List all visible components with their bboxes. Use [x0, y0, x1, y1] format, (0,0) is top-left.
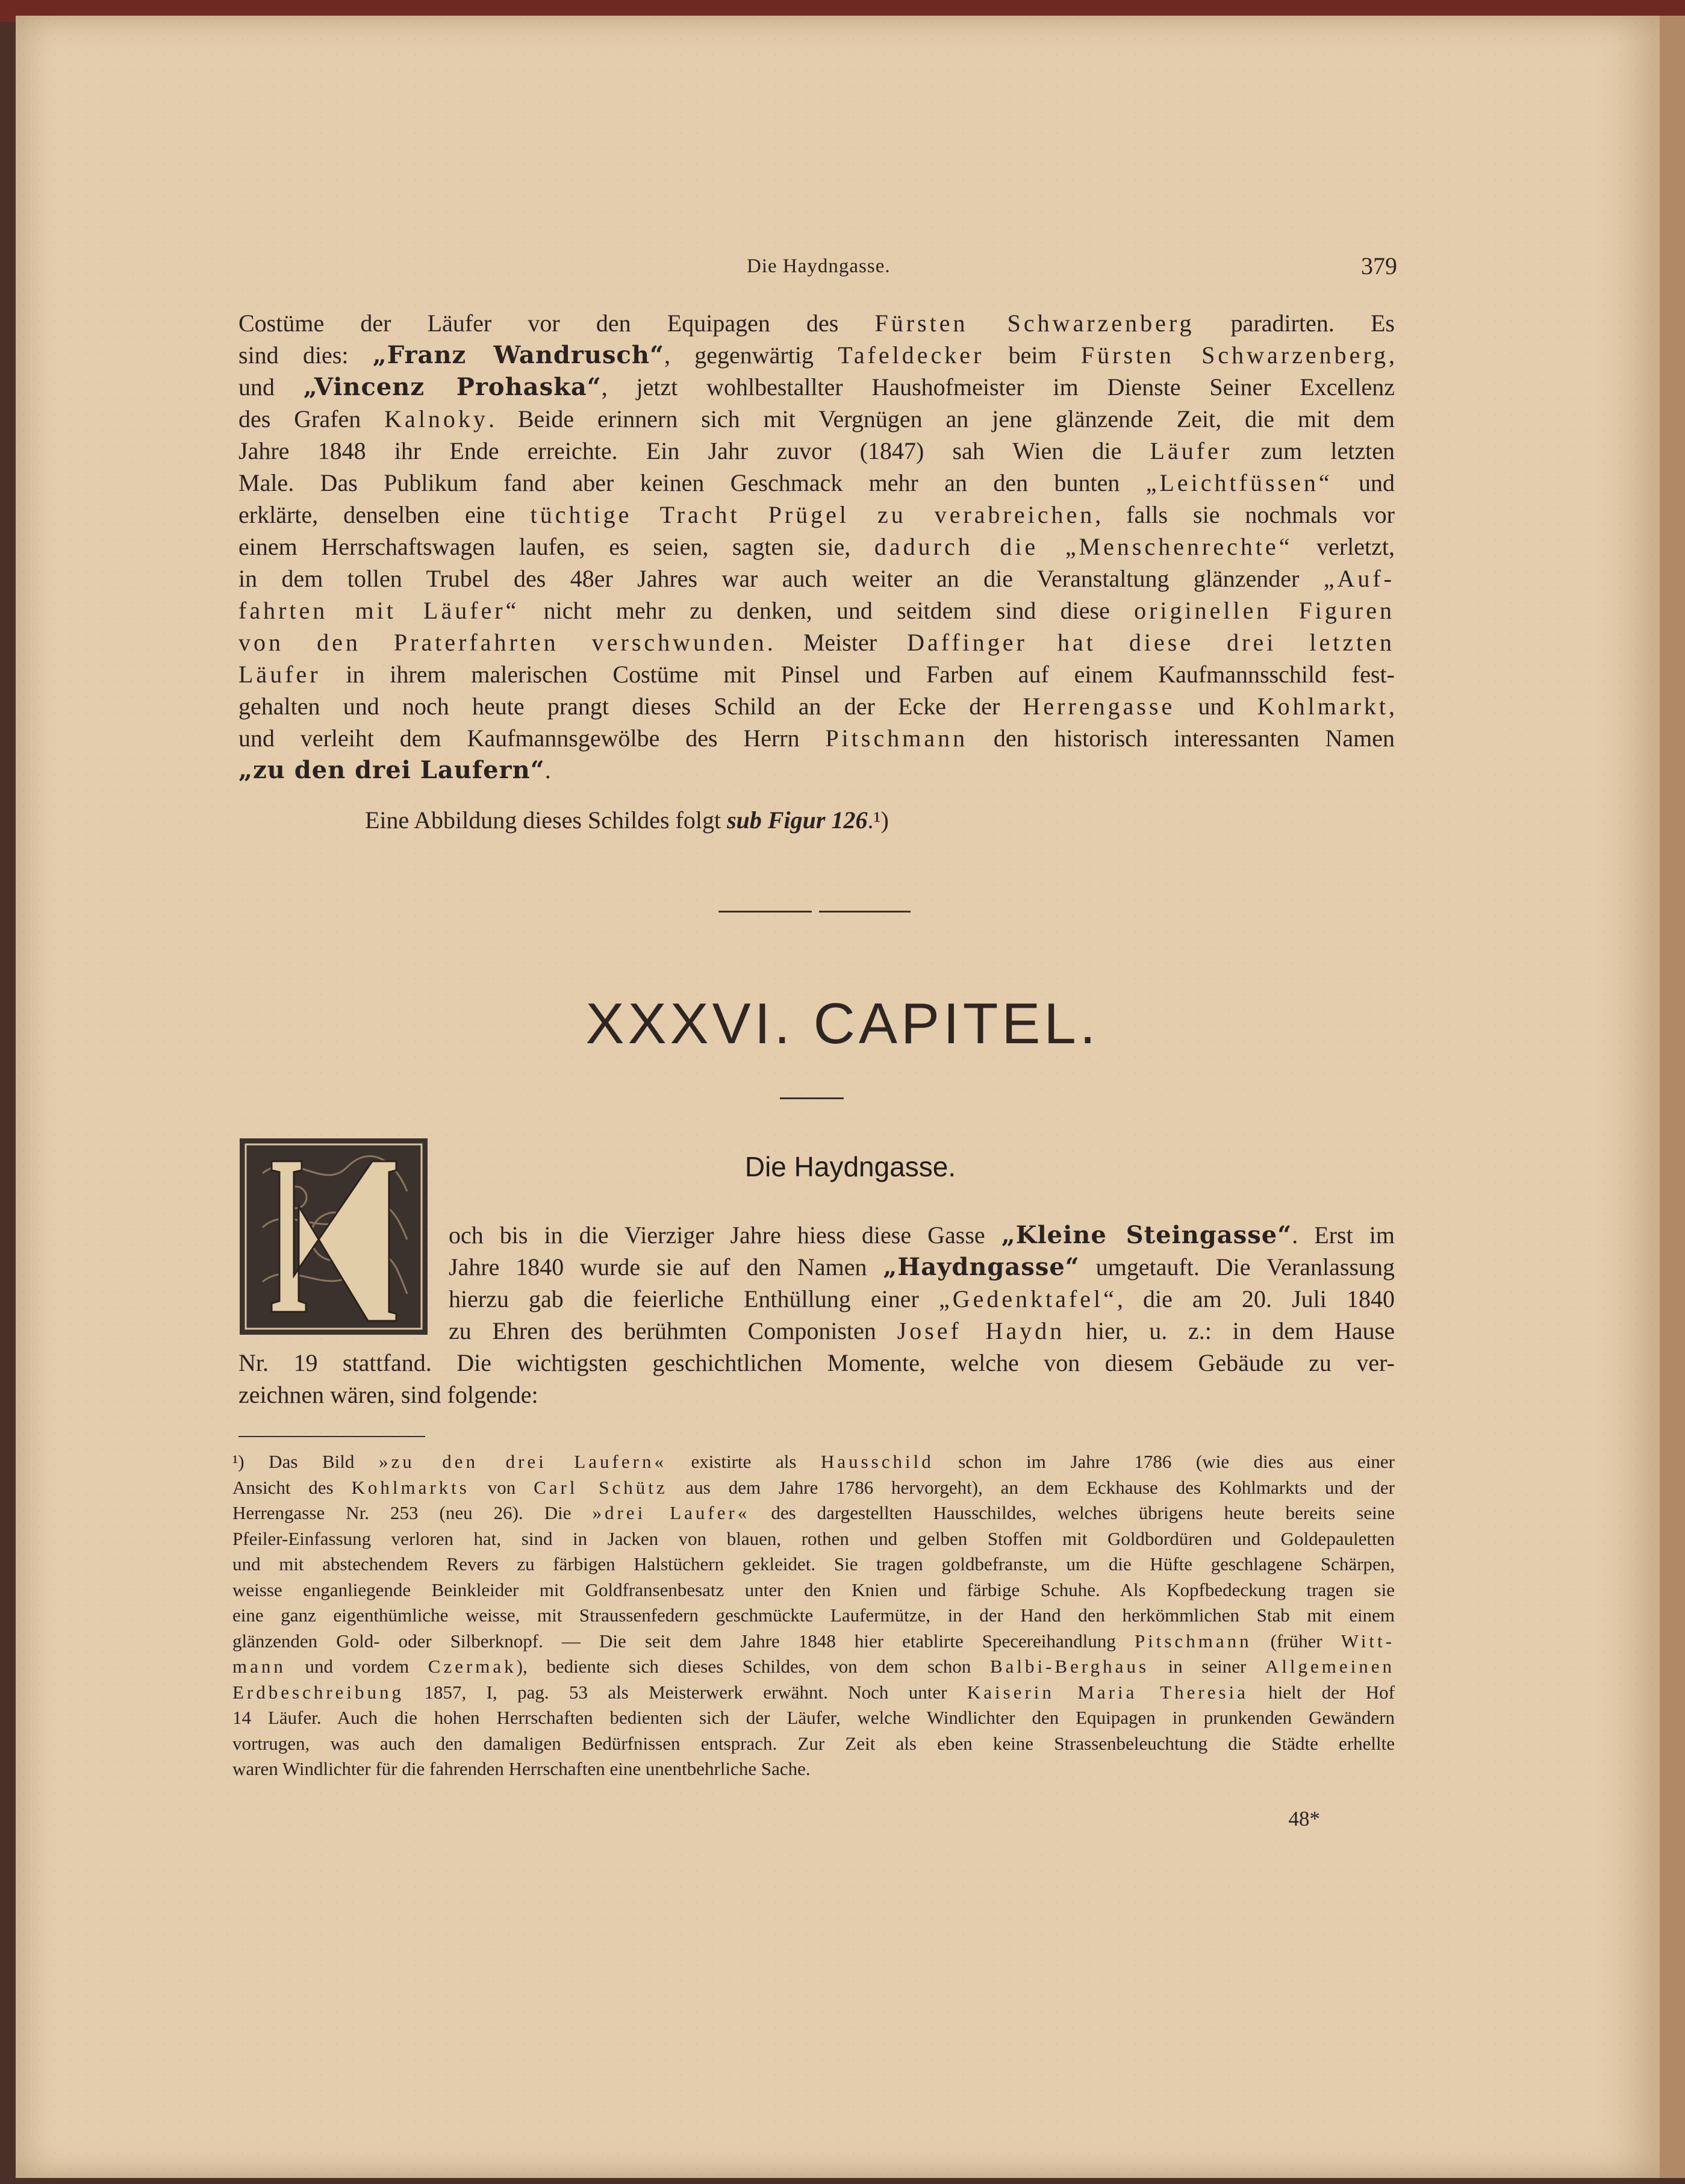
text-run: vortrugen, was auch den damaligen Bedürfnissen entsprach. Zur Zeit als eben keine Strassenbeleuchtung die Städte erhellte: [232, 1732, 1395, 1754]
text-run: hat diese drei letzten: [1057, 629, 1395, 656]
text-run: „Vincenz Prohaska“: [303, 373, 602, 401]
text-line: [232, 1449, 1395, 1475]
text-run: Czermak: [428, 1656, 517, 1677]
text-run: Kalnoky: [384, 405, 488, 432]
text-line: [449, 1315, 1395, 1347]
text-line: [238, 594, 1395, 626]
text-line: [238, 403, 1395, 435]
text-run: gehalten und noch heute prangt dieses Schild an der Ecke der: [238, 693, 1023, 720]
text-run: Erdbeschreibung: [232, 1681, 405, 1703]
text-run: , falls sie nochmals vor: [1095, 501, 1395, 528]
text-line: [238, 754, 1395, 786]
text-run: ,: [1389, 693, 1395, 720]
text-line: [232, 1475, 1395, 1501]
text-run: zu Ehren des berühmten Componisten: [449, 1317, 897, 1344]
text-line: [238, 658, 1395, 690]
paragraph-laeufer: [238, 307, 1395, 786]
text-run: tüchtige Tracht Prügel zu verabreichen: [530, 501, 1095, 528]
text-line: [238, 626, 1395, 658]
text-line: [238, 722, 1395, 754]
text-run: und vordem: [285, 1656, 428, 1677]
text-run: und mit abstechendem Revers zu färbigen Halstüchern gekleidet. Sie tragen goldbefranste, um die Hüfte geschlagene Schärpen,: [232, 1553, 1395, 1574]
signature-mark: 48*: [1288, 1807, 1320, 1830]
text-line: [238, 690, 1395, 722]
text-run: und: [238, 373, 304, 401]
text-run: „Gedenktafel“: [938, 1285, 1117, 1312]
text-run: Hausschild: [820, 1451, 934, 1472]
text-run: sind dies:: [238, 342, 373, 369]
page-number: 379: [1361, 252, 1397, 279]
text-run: Fürsten Schwarzenberg: [874, 310, 1195, 337]
text-run: 1857, I, pag. 53 als Meisterwerk erwähnt. Noch unter: [404, 1681, 967, 1703]
text-line: [232, 1603, 1395, 1629]
text-run: Jahre 1848 ihr Ende erreichte. Ein Jahr zuvor (1847) sah Wien die: [238, 437, 1150, 464]
text-run: 14 Läufer. Auch die hohen Herrschaften bedienten sich der Läufer, welche Windlichter den Equipagen in prunkenden Gewändern: [232, 1707, 1395, 1728]
footnotes: [232, 1449, 1395, 1782]
text-run: umgetauft. Die Veranlassung: [1079, 1253, 1395, 1281]
text-run: Pitschmann: [825, 725, 968, 752]
text-line: [238, 371, 1395, 403]
text-run: Carl Schütz: [534, 1476, 668, 1498]
text-run: Läufer: [1150, 437, 1233, 464]
text-line: [238, 531, 1395, 563]
text-run: existirte als: [666, 1451, 821, 1472]
text-run: Herrengasse: [1023, 693, 1176, 720]
text-line: [238, 1379, 1395, 1411]
text-run: waren Windlichter für die fahrenden Herrschaften eine unentbehrliche Sache.: [232, 1758, 811, 1779]
text-run: einem Herrschaftswagen laufen, es seien, sagten sie,: [238, 533, 874, 560]
text-run: eine ganz eigenthümliche weisse, mit Straussenfedern geschmückte Laufermütze, in der Hand den herkömmlichen Stab mit einem: [232, 1605, 1395, 1626]
text-line: [232, 1526, 1395, 1552]
text-run: Läufer: [238, 661, 321, 688]
chapter-rule: [780, 1097, 844, 1099]
text-run: „Franz Wandrusch“: [372, 341, 664, 369]
divider-left: [718, 911, 812, 913]
text-line: [232, 1654, 1395, 1680]
text-run: originellen Figuren: [1134, 597, 1395, 624]
text-run: , die am 20. Juli 1840: [1117, 1285, 1395, 1312]
paragraph-haydngasse: [238, 1347, 1395, 1411]
text-run: ,: [1389, 342, 1395, 369]
text-run: „Leichtfüssen“: [1145, 469, 1333, 496]
footnote-rule: [238, 1436, 425, 1437]
text-run: zum letzten: [1232, 437, 1395, 464]
text-run: Daffinger: [907, 629, 1027, 656]
text-run: nicht mehr zu denken, und seitdem sind diese: [519, 597, 1135, 624]
text-run: Jahre 1840 wurde sie auf den Namen: [449, 1253, 883, 1281]
text-run: glänzenden Gold- oder Silberknopf. — Die seit dem Jahre 1848 hier etablirte Specereihandlung: [232, 1630, 1135, 1652]
text-line: [238, 435, 1395, 467]
text-run: Costüme der Läufer vor den Equipagen des: [238, 310, 875, 337]
text-line: [449, 1219, 1395, 1251]
text-run: Male. Das Publikum fand aber keinen Geschmack mehr an den bunten: [238, 469, 1146, 496]
text-line: [238, 467, 1395, 499]
text-run: .: [544, 757, 551, 784]
running-head: Die Haydngasse.: [747, 255, 891, 277]
text-line: [232, 1731, 1395, 1757]
text-run: hielt der Hof: [1248, 1681, 1395, 1703]
text-run: erklärte, denselben eine: [238, 501, 531, 528]
text-run: Fürsten Schwarzenberg: [1080, 342, 1389, 369]
text-run: »zu den drei Laufern«: [378, 1451, 667, 1472]
text-run: „Kleine Steingasse“: [1001, 1221, 1292, 1249]
text-line: [449, 1251, 1395, 1283]
text-line: [449, 1283, 1395, 1315]
text-run: Pfeiler-Einfassung verloren hat, sind in Jacken von blauen, rothen und gelben Stoffen mit Goldbordüren und Goldepauletten: [232, 1527, 1395, 1549]
text-run: aus dem Jahre 1786 hervorgeht), an dem Eckhause des Kohlmarkts und der: [667, 1476, 1395, 1498]
text-run: fahrten mit Läufer“: [238, 597, 520, 624]
figure-reference-link: sub Figur 126: [727, 807, 868, 834]
text-run: »drei Laufer«: [592, 1502, 750, 1523]
figure-reference-footnote-mark: .¹): [867, 807, 889, 834]
decorated-initial-icon: [238, 1137, 429, 1336]
text-run: , jetzt wohlbestallter Haushofmeister im Dienste Seiner Excellenz: [601, 373, 1395, 401]
text-run: „zu den drei Laufern“: [238, 756, 545, 784]
text-line: [238, 307, 1395, 339]
text-run: von den Praterfahrten verschwunden: [238, 629, 767, 656]
text-line: [238, 1347, 1395, 1379]
text-run: in seiner: [1149, 1656, 1265, 1677]
text-run: Nr. 19 stattfand. Die wichtigsten geschichtlichen Momente, welche von diesem Gebäude zu ver-: [238, 1349, 1395, 1376]
chapter-heading: XXXVI. CAPITEL.: [585, 991, 1100, 1056]
text-run: ¹) Das Bild: [232, 1451, 379, 1472]
text-run: Tafeldecker: [838, 342, 985, 369]
text-run: und: [1332, 469, 1395, 496]
text-line: [238, 339, 1395, 371]
text-line: [238, 499, 1395, 531]
text-line: [232, 1705, 1395, 1731]
text-run: beim: [984, 342, 1081, 369]
text-run: und verleiht dem Kaufmannsgewölbe des Herrn: [238, 725, 826, 752]
text-run: verletzt,: [1292, 533, 1395, 560]
text-run: hier, u. z.: in dem Hause: [1065, 1317, 1395, 1344]
text-run: und: [1175, 693, 1257, 720]
text-line: [232, 1680, 1395, 1706]
text-run: des Grafen: [238, 405, 385, 432]
text-run: von: [469, 1476, 534, 1498]
paragraph-haydngasse-indented: [449, 1219, 1395, 1347]
text-run: Kohlmarkt: [1257, 693, 1389, 720]
text-run: Balbi-Berghaus: [990, 1656, 1150, 1677]
page-header: [241, 252, 1397, 288]
text-run: Witt-: [1341, 1630, 1395, 1652]
text-run: , gegenwärtig: [664, 342, 838, 369]
text-run: in dem tollen Trubel des 48er Jahres war auch weiter an die Veranstaltung glänzender: [238, 565, 1324, 592]
text-run: den historisch interessanten Namen: [968, 725, 1395, 752]
text-line: [232, 1500, 1395, 1526]
text-run: hierzu gab die feierliche Enthüllung einer: [449, 1285, 939, 1312]
text-run: dadurch die „Menschenrechte“: [874, 533, 1293, 560]
text-run: „Auf-: [1323, 565, 1395, 592]
divider-right: [819, 911, 911, 913]
text-run: paradirten. Es: [1194, 310, 1395, 337]
text-run: . Meister: [767, 629, 908, 656]
figure-reference: [365, 806, 889, 834]
text-run: in ihrem malerischen Costüme mit Pinsel und Farben auf einem Kaufmannsschild fest-: [320, 661, 1395, 688]
section-title: Die Haydngasse.: [744, 1151, 956, 1182]
text-line: [232, 1756, 1395, 1782]
text-line: [232, 1552, 1395, 1577]
figure-reference-text: Eine Abbildung dieses Schildes folgt: [365, 807, 727, 834]
text-run: zeichnen wären, sind folgende:: [238, 1381, 538, 1408]
text-run: Josef Haydn: [897, 1317, 1065, 1344]
text-run: Herrengasse Nr. 253 (neu 26). Die: [232, 1502, 593, 1523]
text-line: [238, 563, 1395, 594]
text-run: Kohlmarkts: [351, 1476, 470, 1498]
text-run: weisse enganliegende Beinkleider mit Goldfransenbesatz unter den Knien und färbige Schuhe. Als Kopfbedeckung tragen sie: [232, 1579, 1395, 1600]
text-run: schon im Jahre 1786 (wie dies aus einer: [933, 1451, 1395, 1472]
text-run: Ansicht des: [232, 1476, 352, 1498]
text-run: [1027, 629, 1057, 656]
text-run: (früher: [1251, 1630, 1341, 1652]
text-run: Pitschmann: [1134, 1630, 1252, 1652]
text-run: . Beide erinnern sich mit Vergnügen an jene glänzende Zeit, die mit dem: [488, 405, 1395, 432]
text-line: [232, 1577, 1395, 1603]
text-line: [232, 1629, 1395, 1655]
text-run: „Haydngasse“: [883, 1253, 1080, 1281]
text-run: Allgemeinen: [1265, 1656, 1395, 1677]
text-run: ), bediente sich dieses Schildes, von dem schon: [516, 1656, 990, 1677]
text-run: Kaiserin Maria Theresia: [967, 1681, 1248, 1703]
text-run: mann: [232, 1656, 286, 1677]
text-run: och bis in die Vierziger Jahre hiess diese Gasse: [449, 1221, 1001, 1249]
text-run: . Erst im: [1292, 1221, 1395, 1249]
text-run: des dargestellten Hausschildes, welches übrigens heute bereits seine: [750, 1502, 1395, 1523]
